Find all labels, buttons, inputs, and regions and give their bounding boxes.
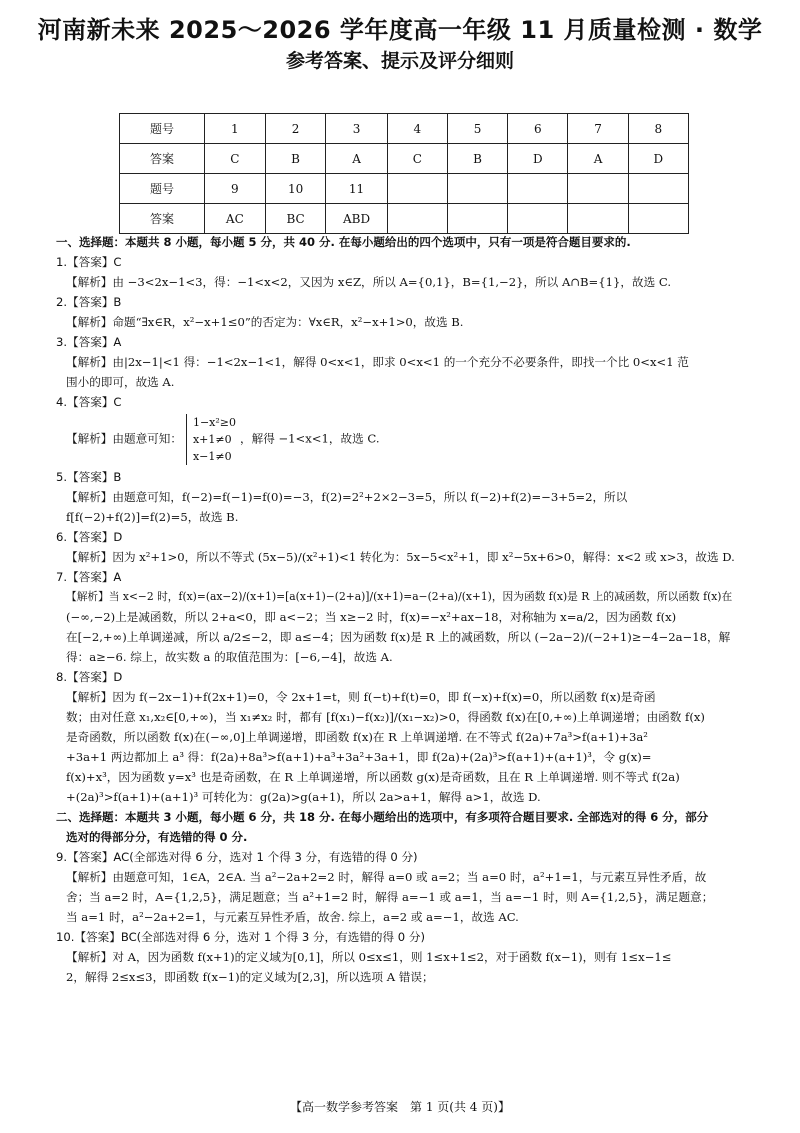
- page-subtitle: 参考答案、提示及评分细则: [285, 50, 514, 72]
- q5-answer: 5.【答案】B: [56, 470, 122, 484]
- table-cell: 10: [265, 174, 326, 204]
- table-cell: 3: [326, 114, 387, 144]
- q4-solution-prefix: 【解析】由题意可知：: [66, 431, 182, 446]
- table-cell: [508, 204, 568, 234]
- row-label-answer: 答案: [120, 144, 205, 174]
- q7-answer: 7.【答案】A: [56, 570, 122, 584]
- q10-solution-line: 2，解得 2≤x≤3，即函数 f(x−1)的定义域为[2,3]，所以选项 A 错误；: [66, 970, 434, 984]
- q3-answer: 3.【答案】A: [56, 335, 122, 349]
- table-cell: D: [508, 144, 568, 174]
- answer-table: [119, 113, 689, 234]
- table-cell: [568, 204, 628, 234]
- q5-solution-line: 【解析】由题意可知，f(−2)=f(−1)=f(0)=−3，f(2)=2²+2×2−3=5，所以 f(−2)+f(2)=−3+5=2，所以: [66, 490, 628, 504]
- q9-solution-line: 当 a=1 时，a²−2a+2=1，与元素互异性矛盾，故舍. 综上，a=2 或 a=−1，故选 AC.: [66, 910, 519, 924]
- table-cell: [628, 204, 688, 234]
- row-label-question: 题号: [120, 114, 205, 144]
- q6-solution: 【解析】因为 x²+1>0，所以不等式 (5x−5)/(x²+1)<1 转化为：5x−5<x²+1，即 x²−5x+6>0，解得：x<2 或 x>3，故选 D.: [66, 550, 735, 564]
- table-cell: 2: [265, 114, 326, 144]
- table-cell: D: [628, 144, 688, 174]
- q7-solution-line: 得：a≥−6. 综上，故实数 a 的取值范围为：[−6,−4]，故选 A.: [66, 650, 393, 664]
- q7-solution-line: (−∞,−2)上是减函数，所以 2+a<0，即 a<−2；当 x≥−2 时，f(x)=−x²+ax−18，对称轴为 x=a/2，因为函数 f(x): [66, 610, 677, 624]
- table-cell: 5: [447, 114, 507, 144]
- q4-solution: [56, 414, 746, 465]
- table-cell: C: [387, 144, 447, 174]
- equation-system: [186, 414, 236, 465]
- table-cell: ABD: [326, 204, 387, 234]
- table-cell: B: [265, 144, 326, 174]
- q3-solution-line: 【解析】由|2x−1|<1 得：−1<2x−1<1，解得 0<x<1，即求 0<x<1 的一个充分不必要条件，即找一个比 0<x<1 范: [66, 355, 689, 369]
- q8-solution-line: +3a+1 两边都加上 a³ 得：f(2a)+8a³>f(a+1)+a³+3a²+3a+1，即 f(2a)+(2a)³>f(a+1)+(a+1)³，令 g(x)=: [66, 750, 652, 764]
- q8-solution-line: 是奇函数，所以函数 f(x)在(−∞,0]上单调递增，即函数 f(x)在 R 上单调递增. 在不等式 f(2a)+7a³>f(a+1)+3a²: [66, 730, 648, 744]
- q4-answer: 4.【答案】C: [56, 395, 122, 409]
- q9-answer: 9.【答案】AC(全部选对得 6 分，选对 1 个得 3 分，有选错的得 0 分): [56, 850, 418, 864]
- q4-solution-suffix: ，解得 −1<x<1，故选 C.: [240, 431, 380, 446]
- table-row-answers-1: [120, 144, 689, 174]
- table-cell: 11: [326, 174, 387, 204]
- table-cell: C: [205, 144, 266, 174]
- row-label-answer: 答案: [120, 204, 205, 234]
- table-cell: 4: [387, 114, 447, 144]
- table-cell: A: [568, 144, 628, 174]
- table-cell: 9: [205, 174, 266, 204]
- table-cell: [387, 204, 447, 234]
- table-cell: 1: [205, 114, 266, 144]
- q8-solution-line: +(2a)³>f(a+1)+(a+1)³ 可转化为：g(2a)>g(a+1)，所以 2a>a+1，解得 a>1，故选 D.: [66, 790, 541, 804]
- q6-answer: 6.【答案】D: [56, 530, 123, 544]
- q8-solution-line: f(x)+x³，因为函数 y=x³ 也是奇函数，在 R 上单调递增，所以函数 g(x)是奇函数，且在 R 上单调递增. 则不等式 f(2a): [66, 770, 680, 784]
- section-heading-2-cont: 选对的得部分分，有选错的得 0 分.: [66, 830, 248, 844]
- table-cell: [387, 174, 447, 204]
- q1-solution: 【解析】由 −3<2x−1<3，得：−1<x<2，又因为 x∈Z，所以 A={0,1}，B={1,−2}，所以 A∩B={1}，故选 C.: [66, 275, 672, 289]
- q2-solution: 【解析】命题“∃x∈R，x²−x+1≤0”的否定为：∀x∈R，x²−x+1>0，故选 B.: [66, 315, 464, 329]
- page-title: 河南新未来 2025～2026 学年度高一年级 11 月质量检测 · 数学: [37, 16, 763, 44]
- section-heading-2: 二、选择题：本题共 3 小题，每小题 6 分，共 18 分. 在每小题给出的选项中，有多项符合题目要求. 全部选对的得 6 分，部分: [56, 810, 709, 824]
- table-cell: [568, 174, 628, 204]
- q2-answer: 2.【答案】B: [56, 295, 122, 309]
- q8-solution-line: 数；由对任意 x₁,x₂∈[0,+∞)，当 x₁≠x₂ 时，都有 [f(x₁)−f(x₂)]/(x₁−x₂)>0，得函数 f(x)在[0,+∞)上单调递增；由函数 f(x): [66, 710, 705, 724]
- q8-answer: 8.【答案】D: [56, 670, 123, 684]
- q8-solution-line: 【解析】因为 f(−2x−1)+f(2x+1)=0，令 2x+1=t，则 f(−t)+f(t)=0，即 f(−x)+f(x)=0，所以函数 f(x)是奇函: [66, 690, 656, 704]
- table-cell: [447, 174, 507, 204]
- q7-solution-line: 【解析】当 x<−2 时，f(x)=(ax−2)/(x+1)=[a(x+1)−(2+a)]/(x+1)=a−(2+a)/(x+1)，因为函数 f(x)是 R 上的减函数，所以函数 f(x)在: [66, 590, 733, 603]
- q5-solution-line: f[f(−2)+f(2)]=f(2)=5，故选 B.: [66, 510, 239, 524]
- table-row-answers-2: [120, 204, 689, 234]
- table-cell: B: [447, 144, 507, 174]
- page-footer: 【高一数学参考答案 第 1 页(共 4 页)】: [290, 1100, 510, 1114]
- table-cell: A: [326, 144, 387, 174]
- q3-solution-line: 围小的即可，故选 A.: [66, 375, 175, 389]
- table-cell: 6: [508, 114, 568, 144]
- table-cell: 7: [568, 114, 628, 144]
- row-label-question: 题号: [120, 174, 205, 204]
- table-row-numbers-2: [120, 174, 689, 204]
- q7-solution-line: 在[−2,+∞)上单调递减，所以 a/2≤−2，即 a≤−4；因为函数 f(x)是 R 上的减函数，所以 (−2a−2)/(−2+1)≥−4−2a−18，解: [66, 630, 731, 644]
- table-cell: [447, 204, 507, 234]
- q1-answer: 1.【答案】C: [56, 255, 122, 269]
- condition: 1−x²≥0: [192, 416, 236, 429]
- condition: x+1≠0: [192, 433, 232, 446]
- condition: x−1≠0: [192, 450, 232, 463]
- table-cell: AC: [205, 204, 266, 234]
- table-cell: [508, 174, 568, 204]
- q10-solution-line: 【解析】对 A，因为函数 f(x+1)的定义域为[0,1]，所以 0≤x≤1，则 1≤x+1≤2，对于函数 f(x−1)，则有 1≤x−1≤: [66, 950, 672, 964]
- table-cell: 8: [628, 114, 688, 144]
- q9-solution-line: 【解析】由题意可知，1∈A，2∈A. 当 a²−2a+2=2 时，解得 a=0 或 a=2；当 a=0 时，a²+1=1，与元素互异性矛盾，故: [66, 870, 707, 884]
- section-heading-1: 一、选择题：本题共 8 小题，每小题 5 分，共 40 分. 在每小题给出的四个选项中，只有一项是符合题目要求的.: [56, 235, 631, 249]
- q10-answer: 10.【答案】BC(全部选对得 6 分，选对 1 个得 3 分，有选错的得 0 分): [56, 930, 425, 944]
- table-row-numbers-1: [120, 114, 689, 144]
- table-cell: [628, 174, 688, 204]
- q9-solution-line: 舍；当 a=2 时，A={1,2,5}，满足题意；当 a²+1=2 时，解得 a=−1 或 a=1，当 a=−1 时，则 A={1,2,5}，满足题意；: [66, 890, 714, 904]
- answer-content: [56, 232, 746, 987]
- table-cell: BC: [265, 204, 326, 234]
